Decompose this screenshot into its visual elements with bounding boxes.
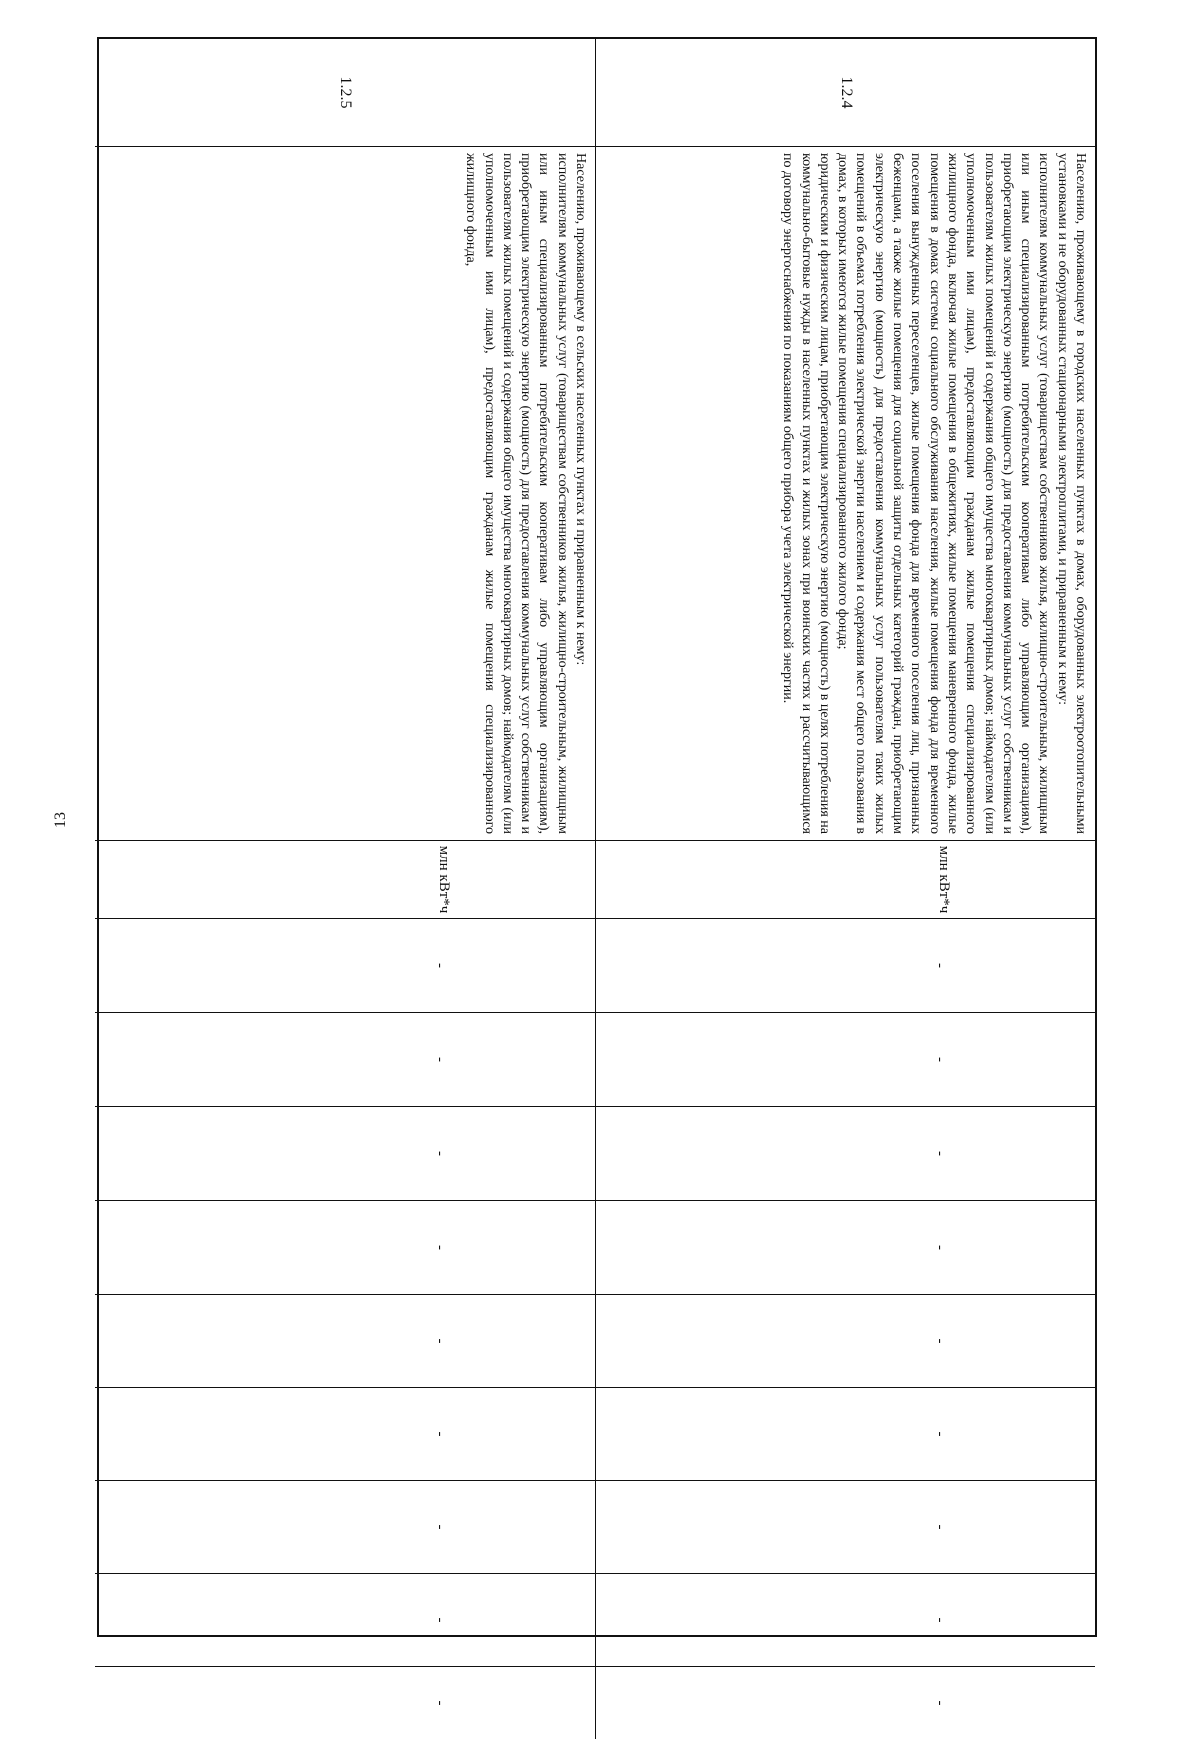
value-cell: - — [595, 1667, 1095, 1739]
description-paragraph: исполнителям коммунальных услуг (товариществам собственников жилья, жилищно-строительным, жилищным или иным специализированным потребительским кооперативам либо управляющим организациям), приобретающим электрическую энергию (мощность) для предоставления коммунальных услуг собственникам и пользователям жилых помещений и содержания общего имущества многоквартирных домов; наймодателям (или уполномоченным ими лицам), предоставляющим гражданам жилые помещения специализированного жилищного фонда, — [463, 153, 570, 834]
value-cell: - — [595, 1481, 1095, 1574]
value-cell: - — [95, 1574, 595, 1667]
row-description — [595, 147, 1095, 841]
description-paragraph: юридическим и физическим лицам, приобретающим электрическую энергию (мощность) в целях потребления на коммунально-бытовые нужды в населенных пунктах и жилых зонах при воинских частях и рассчитывающимся по договору энергоснабжения по показаниям общего прибора учета электрической энергии. — [780, 153, 832, 834]
rotated-table-wrapper — [97, 37, 1097, 1706]
value-cell: - — [595, 919, 1095, 1013]
page-number: 13 — [52, 812, 69, 828]
value-cell: - — [95, 1295, 595, 1388]
value-cell: - — [95, 1201, 595, 1295]
unit-cell: млн кВт*ч — [595, 841, 1095, 919]
value-cell: - — [595, 1574, 1095, 1667]
description-paragraph: Населению, проживающему в сельских населенных пунктах и приравненным к нему: — [573, 153, 588, 666]
value-cell: - — [95, 919, 595, 1013]
value-cell: - — [595, 1013, 1095, 1107]
row-description — [95, 147, 595, 841]
value-cell: - — [432, 1700, 448, 1706]
value-cell: - — [595, 1388, 1095, 1481]
description-paragraph: исполнителям коммунальных услуг (товариществам собственников жилья, жилищно-строительным, жилищным или иным специализированным потребительским кооперативам либо управляющим организациям), приобретающим электрическую энергию (мощность) для предоставления коммунальных услуг собственникам и пользователям жилых помещений и содержания общего имущества многоквартирных домов; наймодателям (или уполномоченным ими лицам), предоставляющим гражданам жилые помещения специализированного жилищного фонда, включая жилые помещения в общежитиях, жилые помещения маневренного фонда, жилые помещения в домах системы социального обслуживания населения, жилые помещения фонда для временного поселения вынужденных переселенцев, жилые помещения фонда для временного поселения лиц, признанных беженцами, а также жилые помещения для социальной защиты отдельных категорий граждан, приобретающим электрическую энергию (мощность) для предоставления коммунальных услуг пользователям таких жилых помещений в объемах потребления электрической энергии населением и содержания мест общего пользования в домах, в которых имеются жилые помещения специализированного жилого фонда; — [835, 153, 1052, 834]
value-cell: - — [95, 1107, 595, 1201]
value-cell: - — [595, 1107, 1095, 1201]
value-cell: - — [95, 1388, 595, 1481]
tariff-table — [97, 37, 1097, 1706]
row-number: 1.2.4 — [595, 39, 1095, 147]
value-cell: - — [595, 1295, 1095, 1388]
value-cell: - — [95, 1481, 595, 1574]
value-cell: - — [595, 1201, 1095, 1295]
description-paragraph: Населению, проживающему в городских населенных пунктах в домах, оборудованных электроотопительными установками и не оборудованных стационарными электроплитами, и приравненным к нему: — [1054, 153, 1088, 834]
unit-cell: млн кВт*ч — [95, 841, 595, 919]
row-number: 1.2.5 — [95, 39, 595, 147]
value-cell: - — [95, 1013, 595, 1107]
